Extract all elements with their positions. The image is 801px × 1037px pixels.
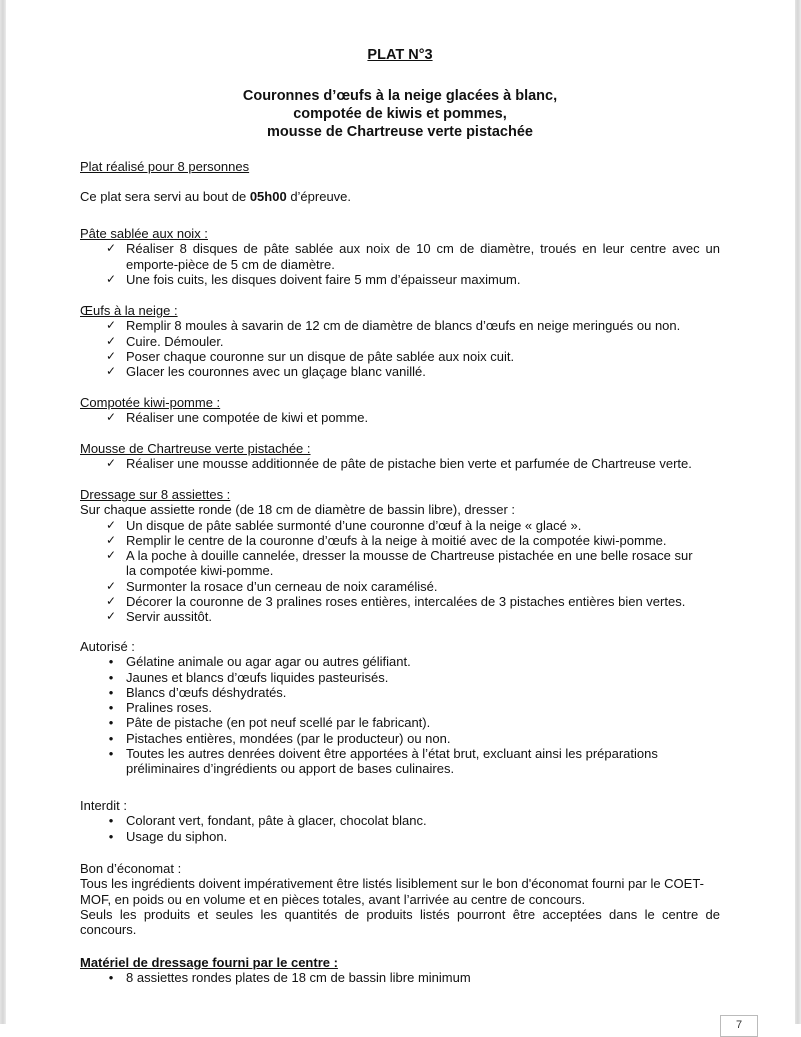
section-forbidden: [80, 798, 720, 844]
section-compotee: [80, 395, 720, 426]
list-item: ✓ Réaliser une mousse additionnée de pâte de pistache bien verte et parfumée de Chartreuse verte.: [105, 456, 692, 472]
bullet-list: [80, 970, 720, 985]
page-edge-left: [0, 0, 6, 1024]
check-icon: ✓: [105, 456, 117, 471]
check-icon: ✓: [105, 609, 117, 624]
checklist: [80, 318, 720, 379]
list-item: • Pralines roses.: [80, 700, 720, 715]
check-icon: ✓: [105, 271, 117, 286]
section-dressage: [80, 487, 720, 625]
list-item: ✓ Une fois cuits, les disques doivent faire 5 mm d’épaisseur maximum.: [105, 271, 521, 287]
check-icon: ✓: [105, 548, 117, 563]
check-icon: ✓: [105, 578, 117, 593]
check-icon: ✓: [105, 410, 117, 425]
section-intro: Sur chaque assiette ronde (de 18 cm de diamètre de bassin libre), dresser :: [80, 502, 516, 518]
serving-time-suffix: d’épreuve.: [286, 189, 352, 204]
section-heading: Dressage sur 8 assiettes :: [80, 487, 231, 502]
list-item: ✓ Servir aussitôt.: [105, 609, 212, 625]
section-heading: Interdit :: [80, 798, 127, 813]
list-item: ✓ Réaliser une compotée de kiwi et pomme.: [105, 410, 369, 426]
section-heading: Matériel de dressage fourni par le centre :: [80, 955, 338, 970]
checklist: [80, 410, 720, 425]
bullet-icon: •: [108, 813, 114, 829]
bullet-icon: •: [108, 828, 114, 844]
list-item: ✓ Décorer la couronne de 3 pralines roses entières, intercalées de 3 pistaches entières bien vertes.: [105, 594, 686, 610]
list-item: ✓ Glacer les couronnes avec un glaçage blanc vanillé.: [105, 364, 426, 380]
list-item: ✓ Surmonter la rosace d’un cerneau de noix caramélisé.: [105, 578, 438, 594]
check-icon: ✓: [105, 594, 117, 609]
dish-name-line: Couronnes d’œufs à la neige glacées à blanc,: [242, 88, 558, 104]
list-item: ✓ Remplir le centre de la couronne d’œufs à la neige à moitié avec de la compotée kiwi-pomme.: [105, 532, 667, 548]
dish-name: [80, 87, 720, 141]
section-oeufs-neige: [80, 303, 720, 379]
check-icon: ✓: [105, 241, 117, 256]
list-item: ✓ Réaliser 8 disques de pâte sablée aux noix de 10 cm de diamètre, troués en leur centre avec un emporte-pièce de 5 cm de diamètre.: [105, 241, 720, 272]
section-equipment: [80, 955, 720, 986]
section-heading: Compotée kiwi-pomme :: [80, 395, 221, 410]
bullet-list: [80, 654, 720, 776]
check-icon: ✓: [105, 532, 117, 547]
bullet-icon: •: [108, 700, 114, 716]
list-item: • 8 assiettes rondes plates de 18 cm de bassin libre minimum: [80, 970, 720, 985]
section-bon-economat: [80, 861, 720, 937]
economat-paragraph: Seuls les produits et seules les quantités de produits listés pourront être acceptées dans le centre de concours.: [80, 906, 720, 938]
check-icon: ✓: [105, 348, 117, 363]
section-heading: Mousse de Chartreuse verte pistachée :: [80, 441, 311, 456]
servings-note: Plat réalisé pour 8 personnes: [80, 159, 250, 174]
bullet-icon: •: [108, 715, 114, 731]
section-heading: Pâte sablée aux noix :: [80, 226, 208, 241]
dish-name-line: compotée de kiwis et pommes,: [293, 106, 507, 122]
bullet-icon: •: [108, 746, 114, 762]
section-heading: Œufs à la neige :: [80, 303, 178, 318]
section-pate-sablee: [80, 226, 720, 287]
section-heading: Autorisé :: [80, 639, 135, 654]
list-item: ✓ Cuire. Démouler.: [105, 333, 224, 349]
bullet-icon: •: [108, 970, 114, 986]
dish-name-line: mousse de Chartreuse verte pistachée: [267, 124, 533, 140]
bullet-list: [80, 813, 720, 844]
bullet-icon: •: [108, 654, 114, 670]
list-item: ✓ A la poche à douille cannelée, dresser la mousse de Chartreuse pistachée en une belle rosace sur la compotée kiwi-pomme.: [105, 548, 693, 579]
page-edge-right: [795, 0, 801, 1024]
check-icon: ✓: [105, 318, 117, 333]
list-item: • Pâte de pistache (en pot neuf scellé par le fabricant).: [80, 715, 720, 730]
page-number: 7: [720, 1015, 758, 1037]
checklist: [80, 518, 720, 625]
list-item: • Usage du siphon.: [80, 829, 720, 844]
checklist: [80, 241, 720, 287]
list-item: • Jaunes et blancs d’œufs liquides pasteurisés.: [80, 670, 720, 685]
list-item: ✓ Remplir 8 moules à savarin de 12 cm de diamètre de blancs d’œufs en neige meringués ou non.: [105, 318, 681, 334]
section-heading: Bon d’économat :: [80, 861, 182, 876]
economat-paragraph: Tous les ingrédients doivent impérativement être listés lisiblement sur le bon d'économat fourni par le COET-MOF, en poids ou en volume et en pièces totales, avant l’arrivée au centre de concours.: [80, 876, 704, 907]
bullet-icon: •: [108, 684, 114, 700]
section-authorized: [80, 639, 720, 777]
check-icon: ✓: [105, 517, 117, 532]
list-item: • Blancs d’œufs déshydratés.: [80, 685, 720, 700]
check-icon: ✓: [105, 364, 117, 379]
list-item: ✓ Un disque de pâte sablée surmonté d’une couronne d’œuf à la neige « glacé ».: [105, 517, 582, 533]
bullet-icon: •: [108, 669, 114, 685]
serving-time: [80, 189, 720, 204]
list-item: • Toutes les autres denrées doivent être apportées à l’état brut, excluant ainsi les préparations préliminaires d’ingrédients ou apport de bases culinaires.: [80, 746, 720, 777]
checklist: [80, 456, 720, 471]
document-title: PLAT N°3: [367, 47, 433, 63]
list-item: • Colorant vert, fondant, pâte à glacer, chocolat blanc.: [80, 813, 720, 828]
serving-time-prefix: Ce plat sera servi au bout de: [80, 189, 250, 204]
serving-time-value: 05h00: [249, 189, 287, 204]
bullet-icon: •: [108, 730, 114, 746]
list-item: • Gélatine animale ou agar agar ou autres gélifiant.: [80, 654, 720, 669]
section-mousse: [80, 441, 720, 472]
list-item: ✓ Poser chaque couronne sur un disque de pâte sablée aux noix cuit.: [105, 348, 515, 364]
check-icon: ✓: [105, 333, 117, 348]
list-item: • Pistaches entières, mondées (par le producteur) ou non.: [80, 731, 720, 746]
